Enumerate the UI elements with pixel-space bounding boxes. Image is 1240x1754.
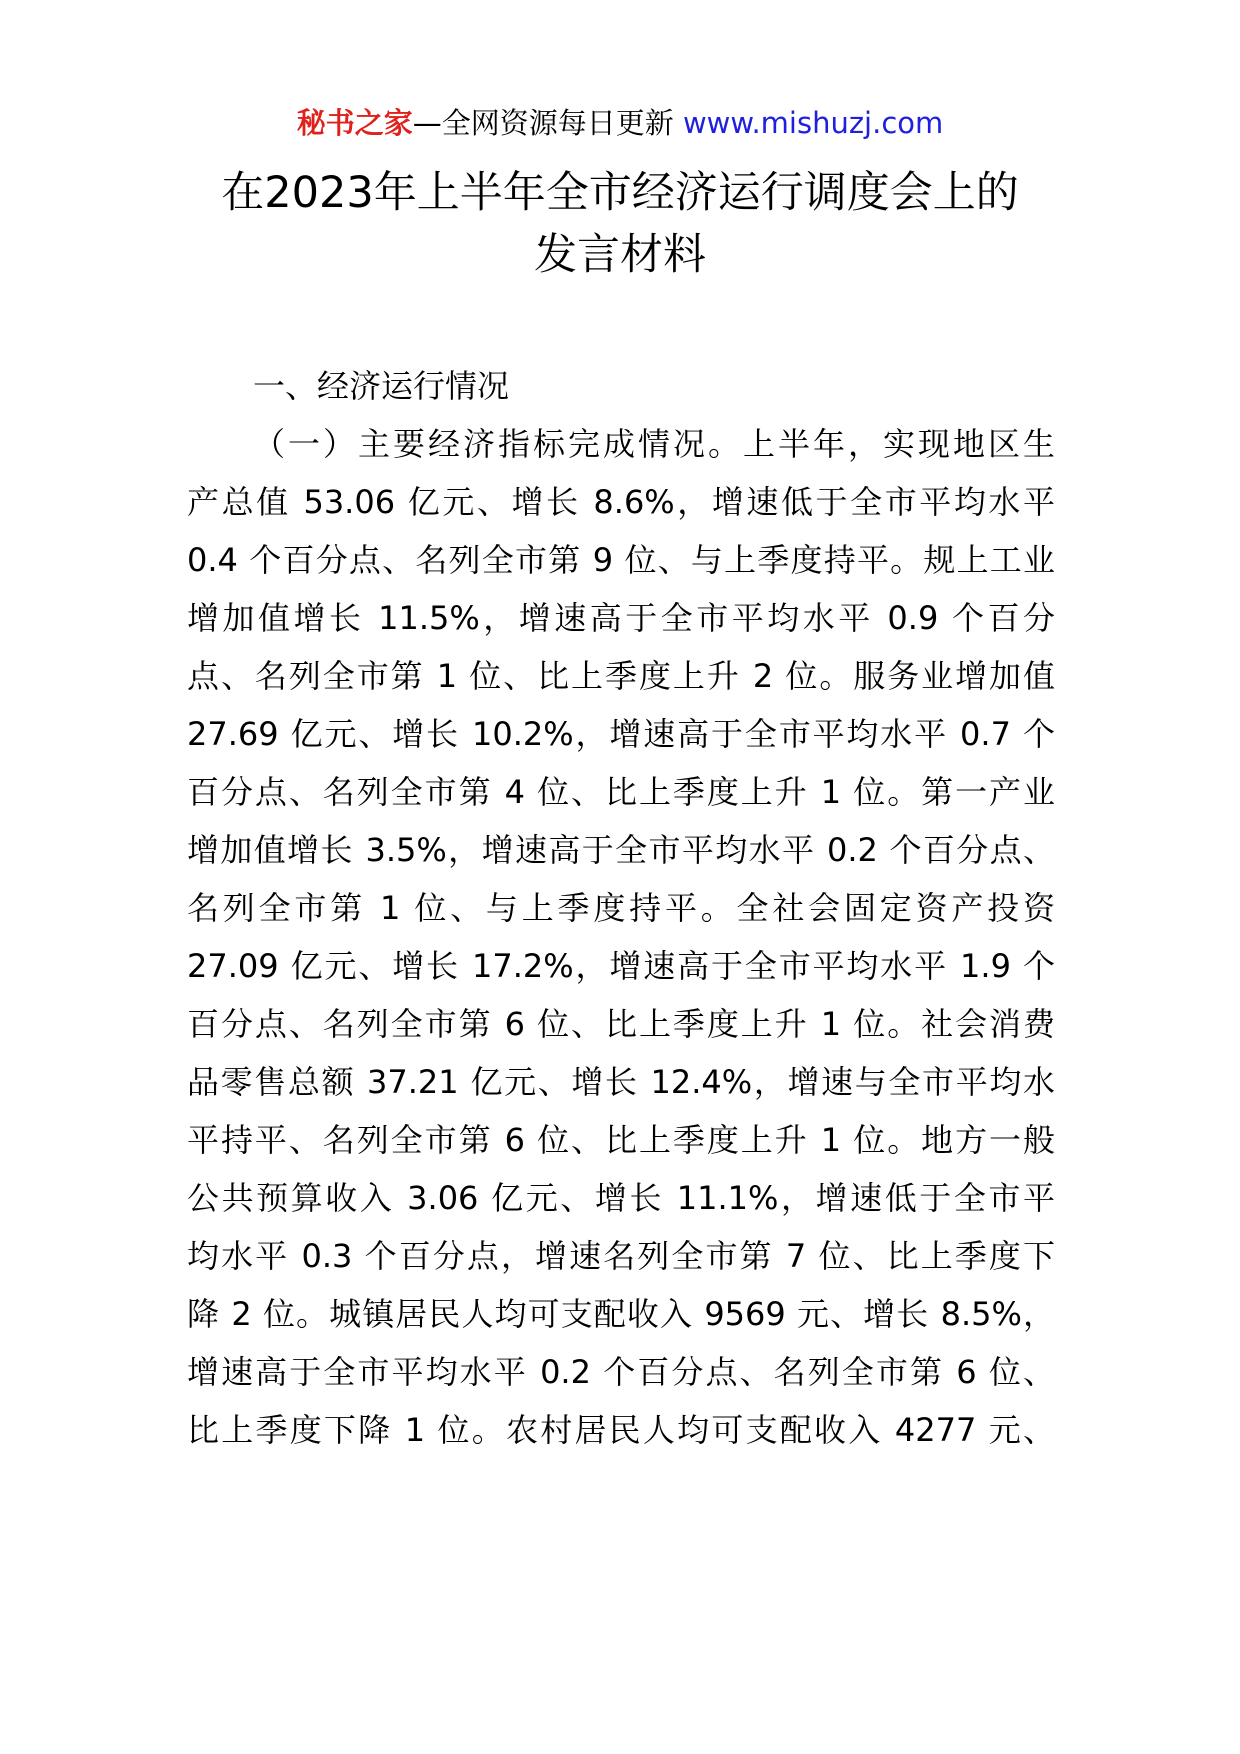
paragraph-line: 0.4 个百分点、名列全市第 9 位、与上季度持平。规上工业 xyxy=(187,541,1055,579)
paragraph-line: 增加值增长 3.5%，增速高于全市平均水平 0.2 个百分点、 xyxy=(187,831,1055,869)
brand-name: 秘书之家 xyxy=(296,106,413,140)
paragraph-line: 百分点、名列全市第 4 位、比上季度上升 1 位。第一产业 xyxy=(187,773,1055,811)
title-line-2: 发言材料 xyxy=(534,230,706,280)
paragraph-line: 产总值 53.06 亿元、增长 8.6%，增速低于全市平均水平 xyxy=(187,483,1055,521)
paragraph-line: 27.69 亿元、增长 10.2%，增速高于全市平均水平 0.7 个 xyxy=(187,715,1055,753)
paragraph-line: 均水平 0.3 个百分点，增速名列全市第 7 位、比上季度下 xyxy=(187,1237,1055,1275)
paragraph-line: 平持平、名列全市第 6 位、比上季度上升 1 位。地方一般 xyxy=(187,1121,1055,1159)
paragraph-line: （一）主要经济指标完成情况。上半年，实现地区生 xyxy=(253,425,1055,463)
paragraph-line: 公共预算收入 3.06 亿元、增长 11.1%，增速低于全市平 xyxy=(187,1179,1055,1217)
paragraph-line: 比上季度下降 1 位。农村居民人均可支配收入 4277 元、 xyxy=(187,1411,1055,1449)
document-title xyxy=(160,162,1080,286)
section-heading: 一、经济运行情况 xyxy=(253,367,510,405)
paragraph-line: 降 2 位。城镇居民人均可支配收入 9569 元、增长 8.5%， xyxy=(187,1295,1055,1333)
site-url[interactable]: www.mishuzj.com xyxy=(682,106,944,140)
paragraph-line: 品零售总额 37.21 亿元、增长 12.4%，增速与全市平均水 xyxy=(187,1063,1055,1101)
paragraph-line: 点、名列全市第 1 位、比上季度上升 2 位。服务业增加值 xyxy=(187,657,1055,695)
paragraph-line: 增加值增长 11.5%，增速高于全市平均水平 0.9 个百分 xyxy=(187,599,1055,637)
header-tagline: —全网资源每日更新 xyxy=(412,106,674,140)
paragraph-line: 27.09 亿元、增长 17.2%，增速高于全市平均水平 1.9 个 xyxy=(187,947,1055,985)
paragraph-line: 百分点、名列全市第 6 位、比上季度上升 1 位。社会消费 xyxy=(187,1005,1055,1043)
watermark-header xyxy=(0,103,1240,143)
paragraph-line: 名列全市第 1 位、与上季度持平。全社会固定资产投资 xyxy=(187,889,1055,927)
paragraph-line: 增速高于全市平均水平 0.2 个百分点、名列全市第 6 位、 xyxy=(187,1353,1055,1391)
title-line-1: 在2023年上半年全市经济运行调度会上的 xyxy=(221,168,1019,218)
